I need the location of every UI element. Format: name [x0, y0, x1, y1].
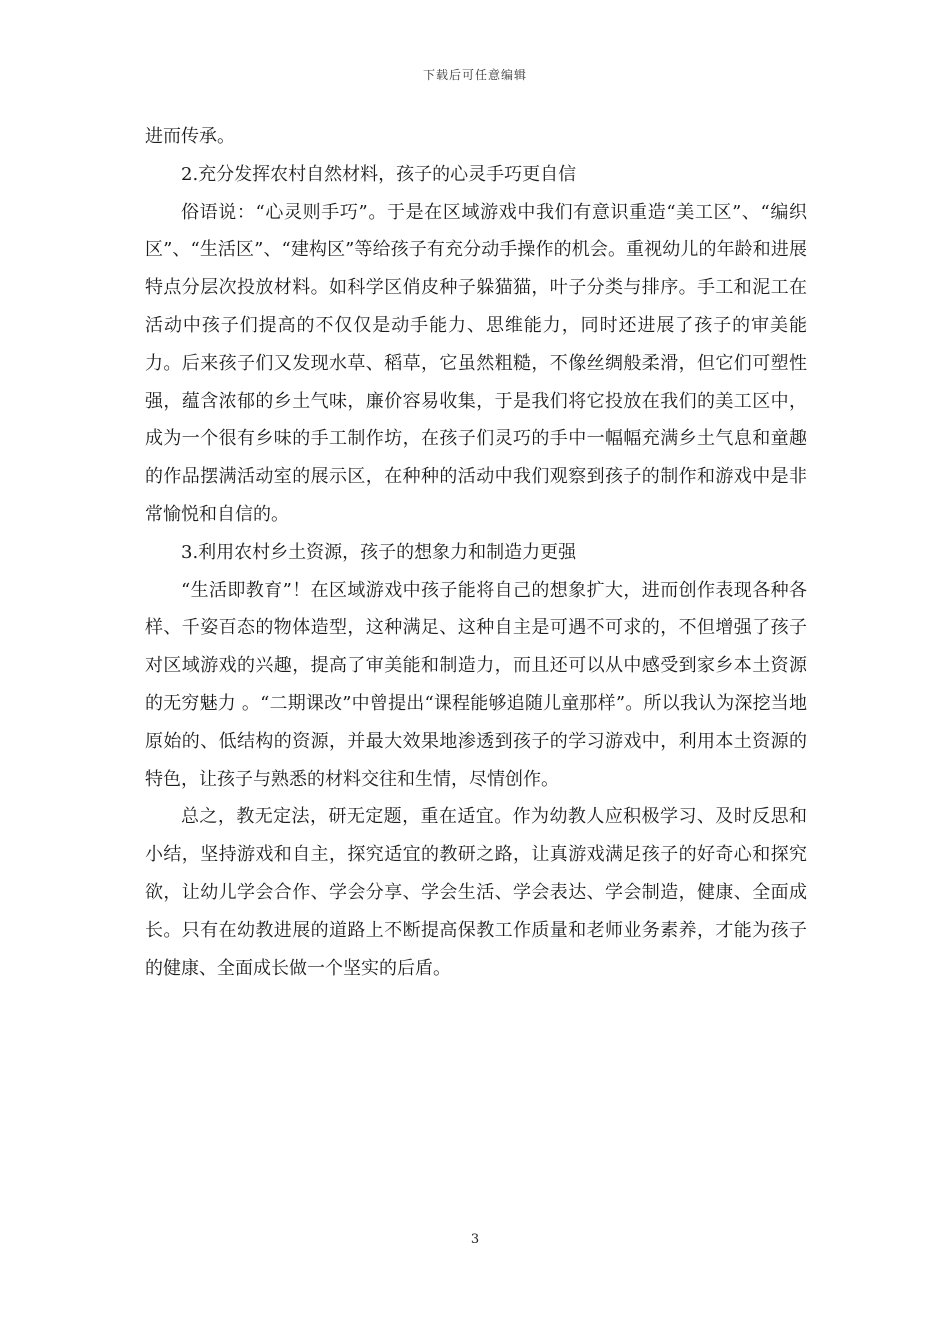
- page-number: 3: [470, 1232, 480, 1247]
- section-heading-2: 2.充分发挥农村自然材料，孩子的心灵手巧更自信: [181, 163, 577, 185]
- document-body: [145, 118, 807, 987]
- paragraph-natural-materials: 俗语说：“心灵则手巧”。于是在区域游戏中我们有意识重造“美工区”、“编织区”、“生活区”、“建构区”等给孩子有充分动手操作的机会。重视幼儿的年龄和进展特点分层次投放材料。如科学区俏皮种子躲猫猫，叶子分类与排序。手工和泥工在活动中孩子们提高的不仅仅是动手能力、思维能力，同时还进展了孩子的审美能力。后来孩子们又发现水草、稻草，它虽然粗糙，不像丝绸般柔滑，但它们可塑性强，蕴含浓郁的乡土气味，廉价容易收集，于是我们将它投放在我们的美工区中，成为一个很有乡味的手工制作坊，在孩子们灵巧的手中一幅幅充满乡土气息和童趣的作品摆满活动室的展示区，在种种的活动中我们观察到孩子的制作和游戏中是非常愉悦和自信的。: [145, 201, 807, 525]
- paragraph-continuation: 进而传承。: [145, 126, 235, 147]
- section-heading-3: 3.利用农村乡土资源，孩子的想象力和制造力更强: [181, 541, 577, 563]
- paragraph-conclusion: 总之，教无定法，研无定题，重在适宜。作为幼教人应积极学习、及时反思和小结，坚持游戏和自主，探究适宜的教研之路，让真游戏满足孩子的好奇心和探究欲，让幼儿学会合作、学会分享、学会生活、学会表达、学会制造，健康、全面成长。只有在幼教进展的道路上不断提高保教工作质量和老师业务素养，才能为孩子的健康、全面成长做一个坚实的后盾。: [145, 806, 807, 979]
- page-header: 下载后可任意编辑: [422, 68, 527, 82]
- paragraph-local-resources: “生活即教育”！在区域游戏中孩子能将自己的想象扩大，进而创作表现各种各样、千姿百态的物体造型，这种满足、这种自主是可遇不可求的，不但增强了孩子对区域游戏的兴趣，提高了审美能和制造力，而且还可以从中感受到家乡本土资源的无穷魅力 。“二期课改”中曾提出“课程能够追随儿童那样”。所以我认为深挖当地原始的、低结构的资源，并最大效果地渗透到孩子的学习游戏中，利用本土资源的特色，让孩子与熟悉的材料交往和生情，尽情创作。: [145, 579, 807, 790]
